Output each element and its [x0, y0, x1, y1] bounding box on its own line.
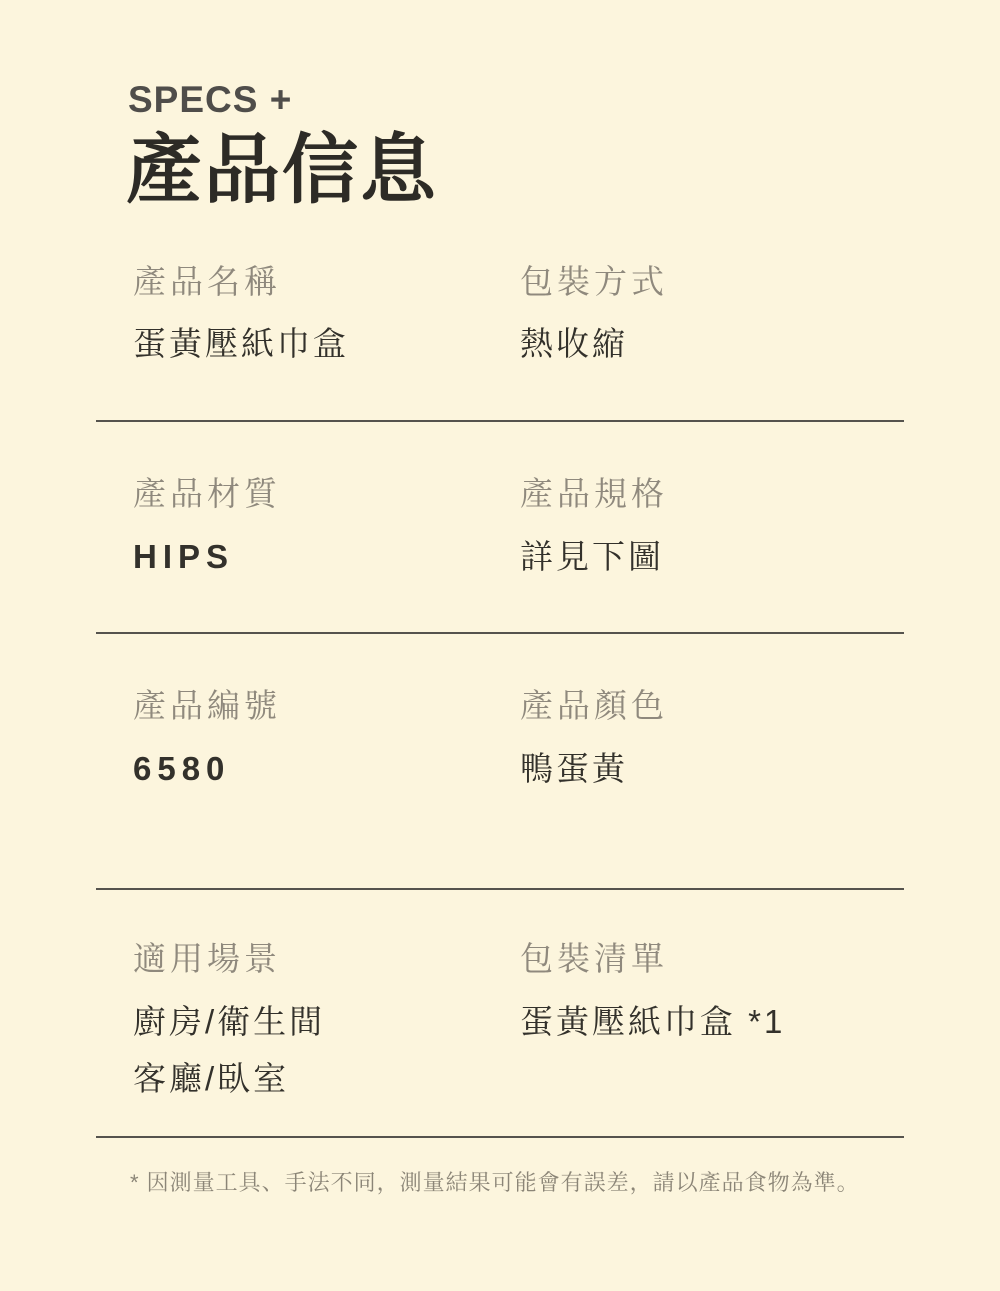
product-name-label: 產品名稱 [133, 263, 281, 300]
specs-eyebrow: SPECS + [128, 79, 293, 120]
specification-label: 產品規格 [520, 475, 668, 512]
product-code-label: 產品編號 [133, 687, 281, 724]
page-title: 產品信息 [126, 128, 438, 213]
product-color-label: 產品顏色 [520, 687, 668, 724]
specification-value: 詳見下圖 [520, 538, 664, 575]
scenes-value-line1: 廚房/衛生間 [133, 1003, 326, 1040]
packaging-method-label: 包裝方式 [520, 263, 668, 300]
product-name-value: 蛋黃壓紙巾盒 [133, 325, 349, 362]
material-value: HIPS [133, 538, 235, 575]
material-label: 產品材質 [133, 475, 281, 512]
packaging-method-value: 熱收縮 [520, 325, 628, 362]
packing-list-value: 蛋黃壓紙巾盒 *1 [520, 1003, 786, 1040]
scenes-label: 適用場景 [133, 940, 281, 977]
footnote: * 因測量工具、手法不同，測量結果可能會有誤差，請以產品食物為準。 [130, 1170, 860, 1195]
scenes-value-line2: 客廳/臥室 [133, 1060, 290, 1097]
divider [96, 632, 904, 634]
product-code-value: 6580 [133, 750, 231, 787]
divider [96, 420, 904, 422]
packing-list-label: 包裝清單 [520, 940, 668, 977]
product-color-value: 鴨蛋黃 [520, 750, 628, 787]
divider [96, 1136, 904, 1138]
divider [96, 888, 904, 890]
